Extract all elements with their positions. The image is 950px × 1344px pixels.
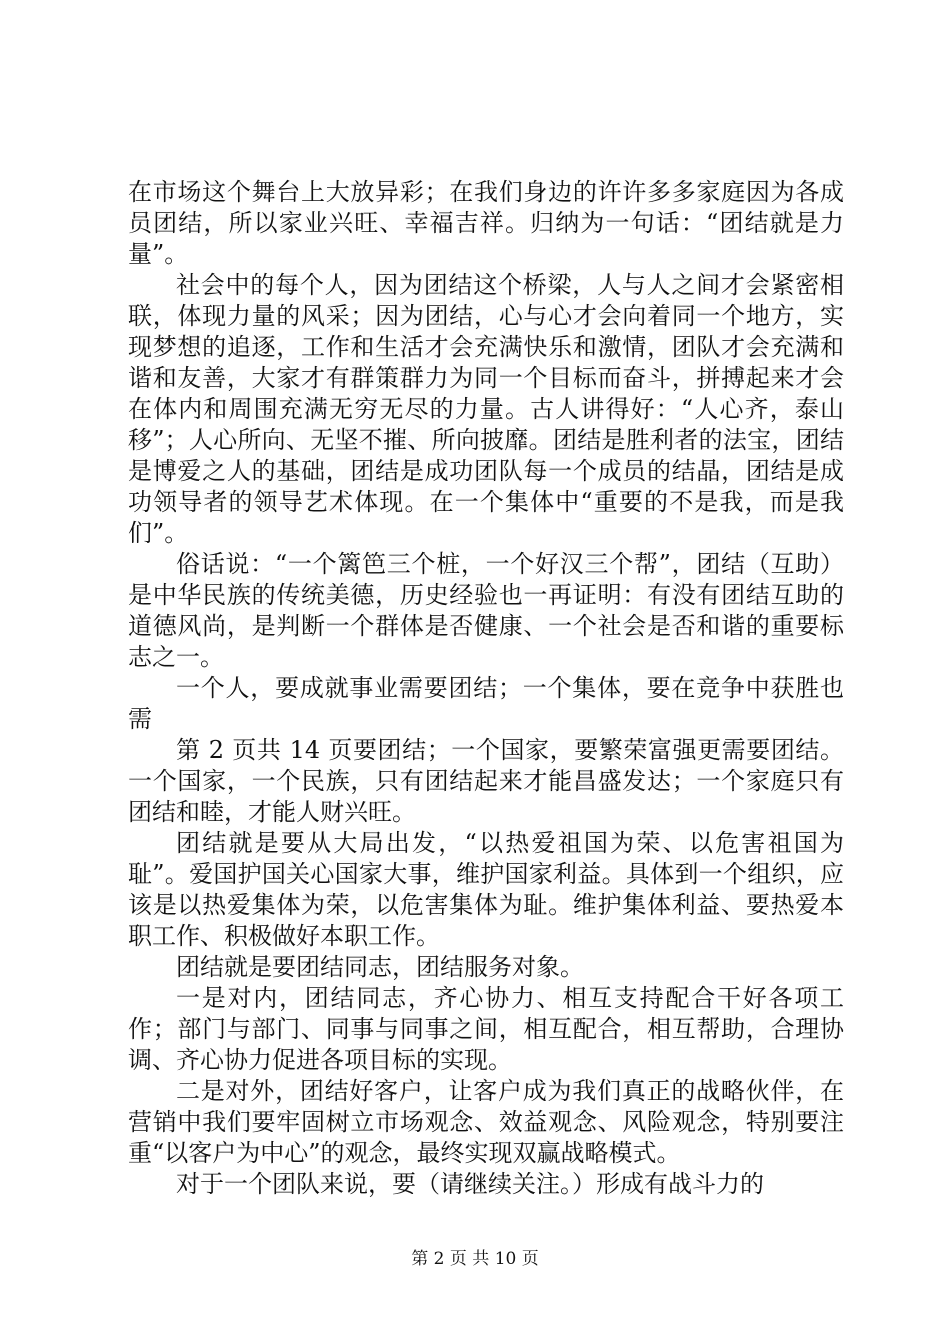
paragraph-8: 一是对内，团结同志，齐心协力、相互支持配合干好各项工作；部门与部门、同事与同事之间，相互配合，相互帮助，合理协调、齐心协力促进各项目标的实现。 bbox=[128, 984, 844, 1074]
paragraph-5: 第 2 页共 14 页要团结；一个国家，要繁荣富强更需要团结。一个国家，一个民族，只有团结起来才能昌盛发达；一个家庭只有团结和睦，才能人财兴旺。 bbox=[128, 736, 844, 826]
paragraph-7: 团结就是要团结同志，团结服务对象。 bbox=[176, 953, 584, 981]
paragraph-1: 在市场这个舞台上大放异彩；在我们身边的许许多多家庭因为各成员团结，所以家业兴旺、幸福吉祥。归纳为一句话：“团结就是力量”。 bbox=[128, 178, 844, 268]
page-number-footer: 第 2 页 共 10 页 bbox=[411, 1249, 539, 1269]
paragraph-10: 对于一个团队来说，要（请继续关注。）形成有战斗力的 bbox=[176, 1170, 764, 1198]
paragraph-9: 二是对外，团结好客户，让客户成为我们真正的战略伙伴，在营销中我们要牢固树立市场观念、效益观念、风险观念，特别要注重“以客户为中心”的观念，最终实现双赢战略模式。 bbox=[128, 1077, 844, 1167]
paragraph-4: 一个人，要成就事业需要团结；一个集体，要在竞争中获胜也需 bbox=[128, 674, 844, 733]
paragraph-3: 俗话说：“一个篱笆三个桩，一个好汉三个帮”，团结（互助）是中华民族的传统美德，历史经验也一再证明：有没有团结互助的道德风尚，是判断一个群体是否健康、一个社会是否和谐的重要标志之一。 bbox=[128, 550, 844, 671]
body-text bbox=[128, 177, 844, 1200]
paragraph-6: 团结就是要从大局出发，“以热爱祖国为荣、以危害祖国为耻”。爱国护国关心国家大事，维护国家利益。具体到一个组织，应该是以热爱集体为荣，以危害集体为耻。维护集体利益、要热爱本职工作、积极做好本职工作。 bbox=[128, 829, 844, 950]
paragraph-2: 社会中的每个人，因为团结这个桥梁，人与人之间才会紧密相联，体现力量的风采；因为团结，心与心才会向着同一个地方，实现梦想的追逐，工作和生活才会充满快乐和激情，团队才会充满和谐和友善，大家才有群策群力为同一个目标而奋斗，拼搏起来才会在体内和周围充满无穷无尽的力量。古人讲得好：“人心齐，泰山移”；人心所向、无坚不摧、所向披靡。团结是胜利者的法宝，团结是博爱之人的基础，团结是成功团队每一个成员的结晶，团结是成功领导者的领导艺术体现。在一个集体中“重要的不是我，而是我们”。 bbox=[128, 271, 844, 547]
